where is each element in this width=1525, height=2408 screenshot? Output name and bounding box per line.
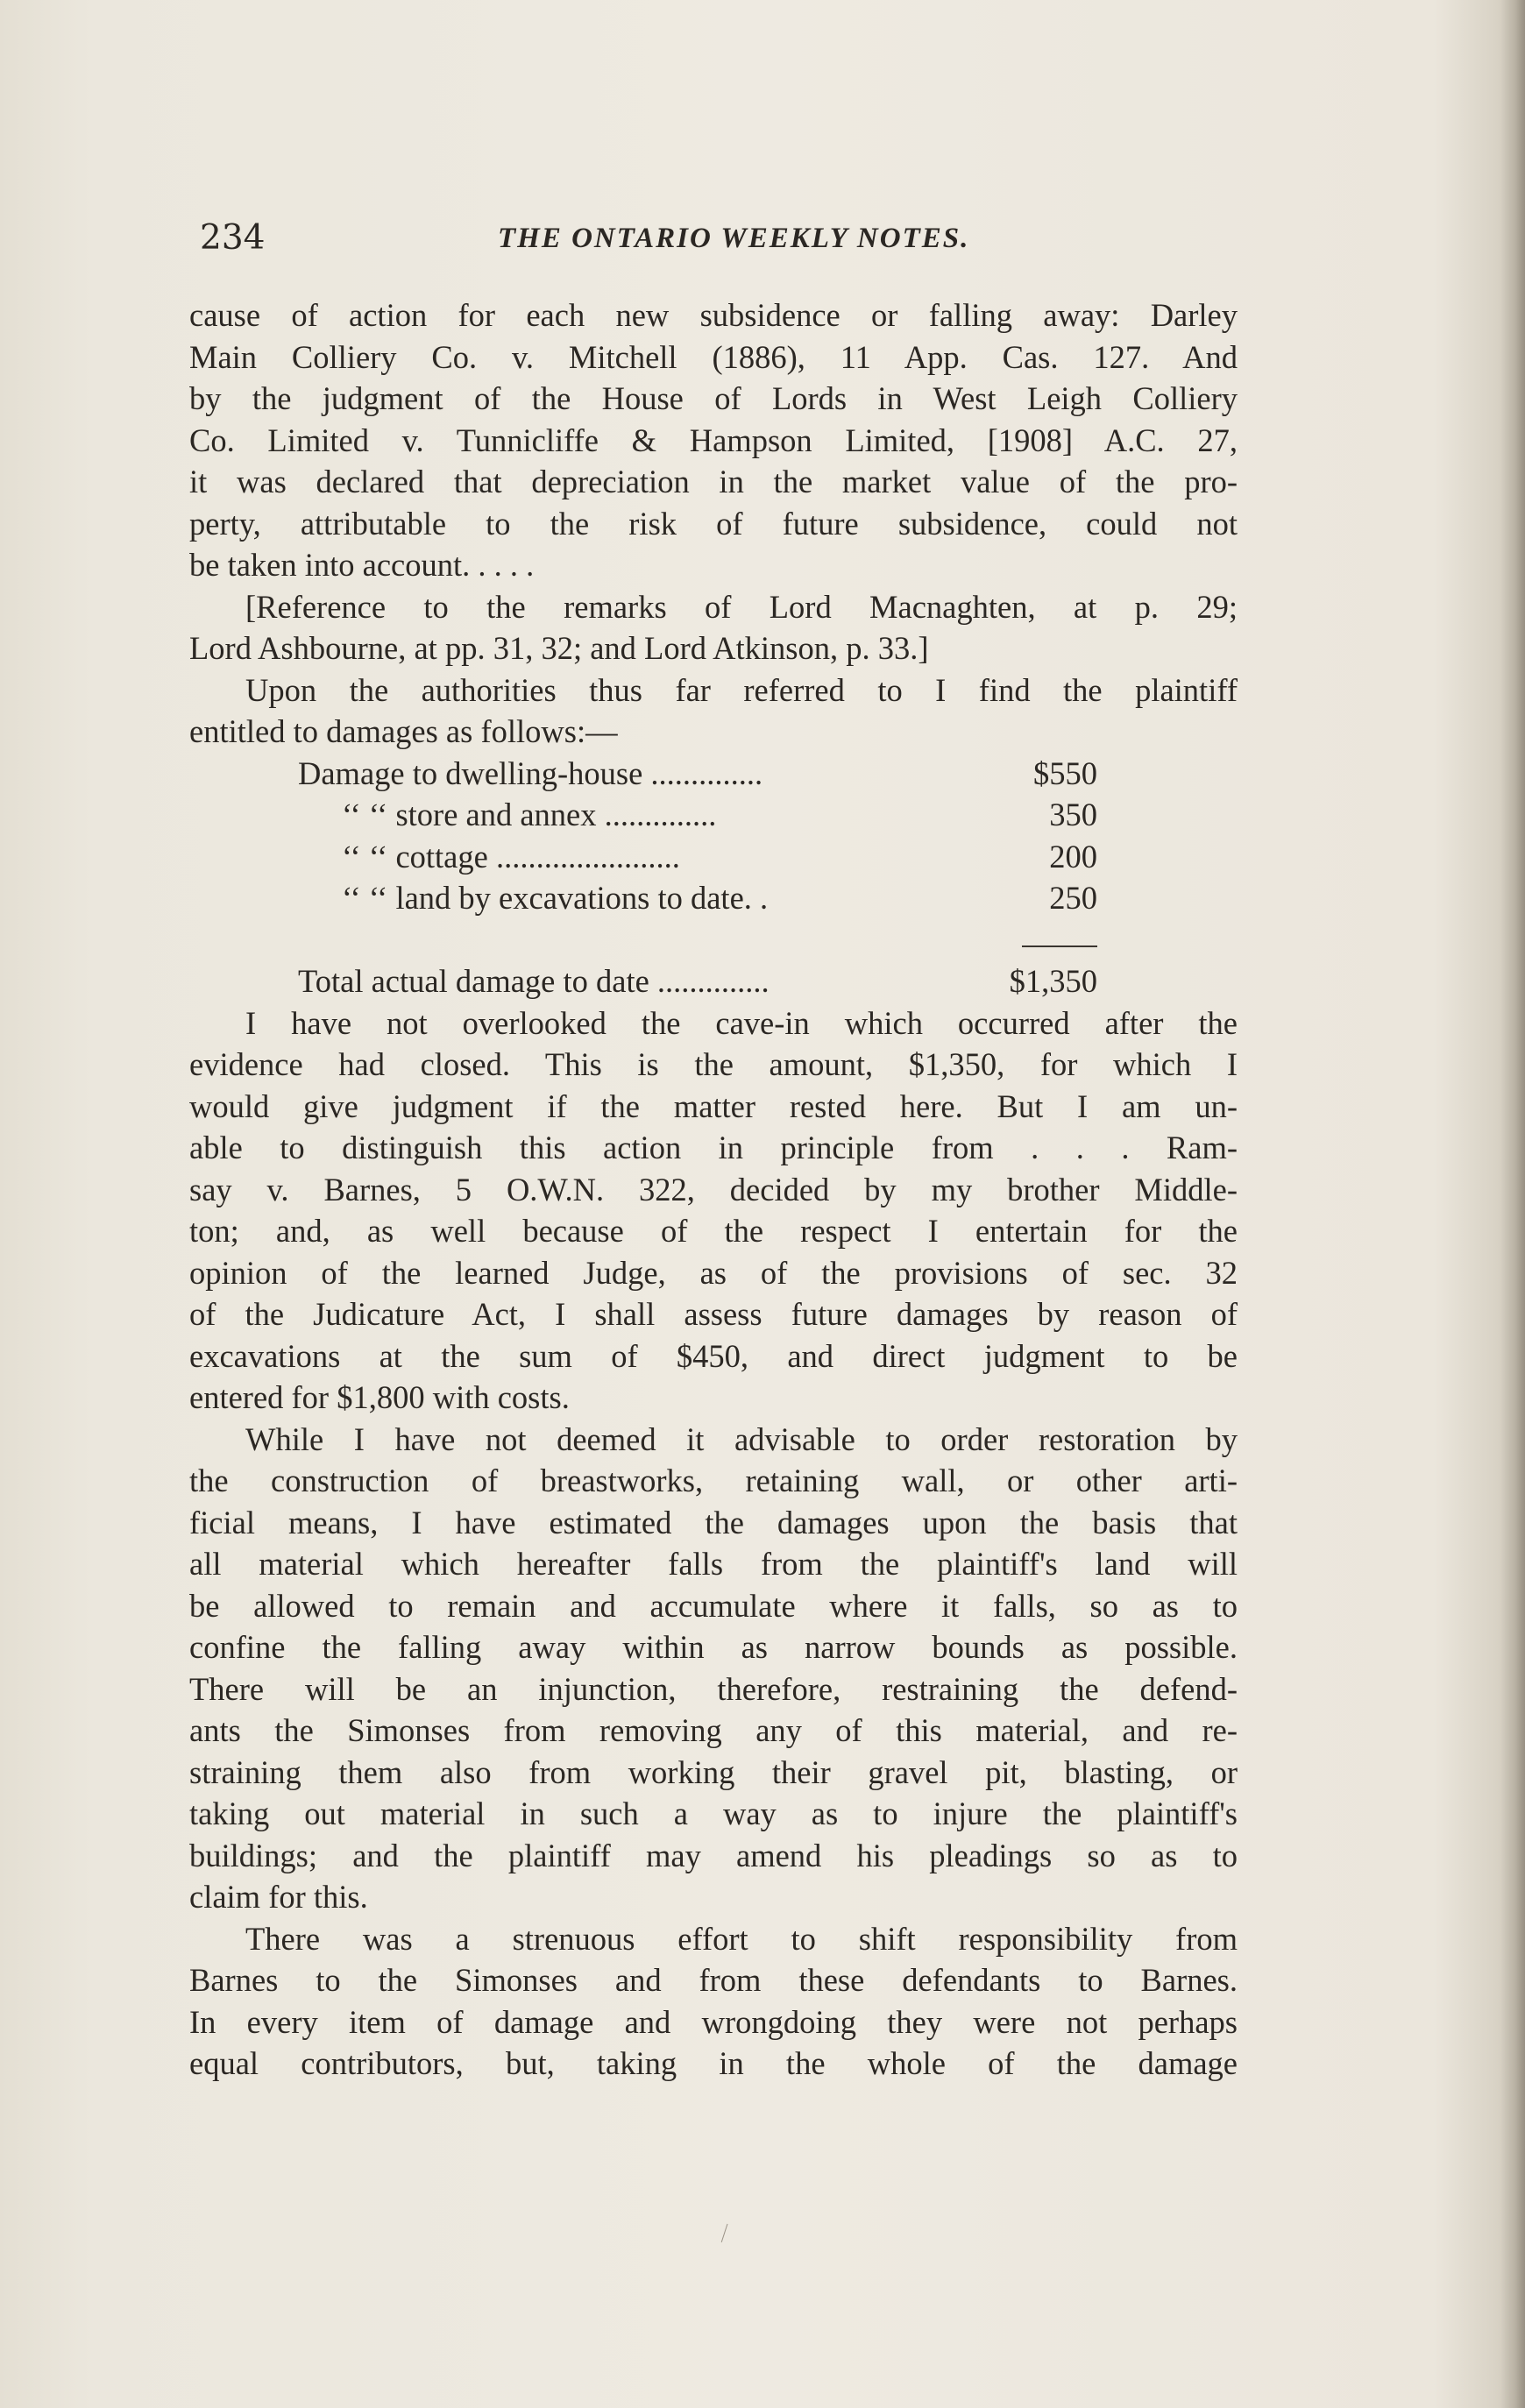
paragraph-5 [189,1419,1238,1918]
damage-amount: $550 [1033,754,1097,791]
text-line: straining them also from working their gravel pit, blasting, or [189,1753,1238,1790]
damage-label: ‘‘ ‘‘ cottage ....................... [342,838,680,875]
text-line: excavations at the sum of $450, and direct judgment to be [189,1337,1238,1374]
page-edge-shadow [1500,0,1525,2408]
page-header [200,216,1243,261]
text-line: be allowed to remain and accumulate where it falls, so as to [189,1587,1238,1624]
damage-row [189,794,1238,836]
text-line: perty, attributable to the risk of future subsidence, could not [189,505,1238,542]
paragraph-2 [189,586,1238,669]
text-line: equal contributors, but, taking in the whole of the damage [189,2045,1238,2081]
text-line: ficial means, I have estimated the damages upon the basis that [189,1504,1238,1540]
damage-label: ‘‘ ‘‘ store and annex .............. [342,797,717,832]
text-line: say v. Barnes, 5 O.W.N. 322, decided by my brother Middle- [189,1171,1238,1208]
damage-row [189,753,1238,795]
damage-total-row [189,960,1238,1002]
text-line: it was declared that depreciation in the market value of the pro- [189,464,1238,499]
page-number: 234 [200,218,266,258]
text-line: [Reference to the remarks of Lord Macnaghten, at p. 29; [245,588,1238,625]
text-line: buildings; and the plaintiff may amend his pleadings so as to [189,1837,1238,1873]
paragraph-3 [189,669,1238,753]
text-line: entered for $1,800 with costs. [189,1379,570,1415]
text-line: evidence had closed. This is the amount, $1,350, for which I [189,1046,1238,1082]
damage-amount: 200 [1049,838,1097,875]
text-line: ants the Simonses from removing any of this material, and re- [189,1712,1238,1748]
text-line: claim for this. [189,1879,368,1915]
text-line: Upon the authorities thus far referred to I find the plaintiff [245,671,1238,708]
text-line: confine the falling away within as narrow bounds as possible. [189,1629,1238,1665]
text-line: In every item of damage and wrongdoing they were not perhaps [189,2003,1238,2040]
damage-amount: 350 [1049,797,1097,832]
text-line: There will be an injunction, therefore, restraining the defend- [189,1670,1238,1707]
damage-row [189,877,1238,919]
damage-total-label: Total actual damage to date .............. [298,963,770,999]
text-line: of the Judicature Act, I shall assess future damages by reason of [189,1296,1238,1332]
damage-total-amount: $1,350 [1009,963,1097,999]
paragraph-6 [189,1918,1238,2085]
text-line: cause of action for each new subsidence or falling away: Darley [189,297,1238,333]
text-line: able to distinguish this action in principle from . . . Ram- [189,1130,1238,1165]
page-body [189,294,1238,2085]
text-line: taking out material in such a way as to injure the plaintiff's [189,1795,1238,1831]
text-line: by the judgment of the House of Lords in West Leigh Colliery [189,380,1238,416]
text-line: Barnes to the Simonses and from these defendants to Barnes. [189,1962,1238,1998]
damage-row [189,836,1238,878]
sum-rule [189,919,1238,961]
paragraph-4 [189,1002,1238,1419]
text-line: would give judgment if the matter rested here. But I am un- [189,1087,1238,1124]
text-line: While I have not deemed it advisable to order restoration by [245,1420,1238,1457]
text-line: ton; and, as well because of the respect I entertain for the [189,1213,1238,1249]
paper-mark [721,2224,732,2243]
text-line: Co. Limited v. Tunnicliffe & Hampson Limited, [1908] A.C. 27, [189,421,1238,458]
text-line: Lord Ashbourne, at pp. 31, 32; and Lord Atkinson, p. 33.] [189,630,929,666]
text-line: the construction of breastworks, retaining wall, or other arti- [189,1463,1238,1498]
text-line: opinion of the learned Judge, as of the provisions of sec. 32 [189,1254,1238,1291]
text-line: all material which hereafter falls from the plaintiff's land will [189,1546,1238,1582]
damages-table [189,753,1238,1002]
running-head: THE ONTARIO WEEKLY NOTES. [498,223,970,254]
damage-label: ‘‘ ‘‘ land by excavations to date. . [342,880,769,916]
damage-amount: 250 [1049,880,1097,916]
text-line: I have not overlooked the cave-in which occurred after the [245,1004,1238,1041]
text-line: entitled to damages as follows:— [189,713,618,749]
text-line: There was a strenuous effort to shift responsibility from [245,1920,1238,1957]
text-line: be taken into account. . . . . [189,547,535,583]
damage-label: Damage to dwelling-house .............. [298,754,763,791]
paragraph-1 [189,294,1238,586]
text-line: Main Colliery Co. v. Mitchell (1886), 11 App. Cas. 127. And [189,338,1238,375]
